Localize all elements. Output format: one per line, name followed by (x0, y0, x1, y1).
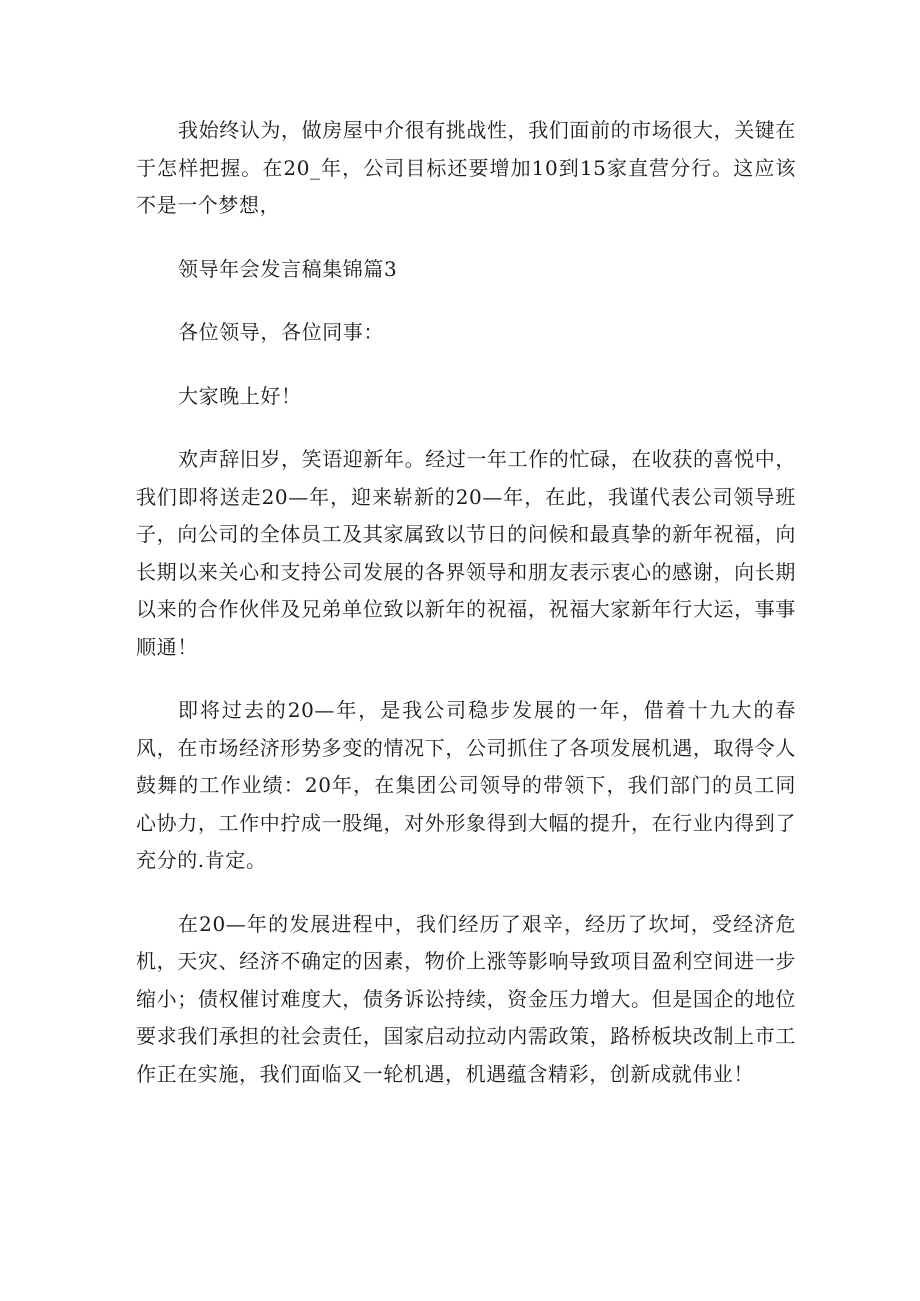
paragraph-challenges: 在20—年的发展进程中，我们经历了艰辛，经历了坎坷，受经济危机，天灾、经济不确定的因素，物价上涨等影响导致项目盈利空间进一步缩小；债权催讨难度大，债务诉讼持续，资金压力增大。但是国企的地位要求我们承担的社会责任，国家启动拉动内需政策，路桥板块改制上市工作正在实施，我们面临又一轮机遇，机遇蕴含精彩，创新成就伟业！ (136, 911, 796, 1086)
document-body (136, 112, 796, 1093)
salutation: 各位领导，各位同事： (178, 320, 384, 344)
greeting: 大家晚上好！ (178, 383, 302, 408)
paragraph-achievements: 即将过去的20—年，是我公司稳步发展的一年，借着十九大的春风，在市场经济形势多变的情况下，公司抓住了各项发展机遇，取得令人鼓舞的工作业绩：20年，在集团公司领导的带领下，我们部门的员工同心协力，工作中拧成一股绳，对外形象得到大幅的提升，在行业内得到了充分的.肯定。 (136, 698, 796, 872)
paragraph-new-year-wishes: 欢声辞旧岁，笑语迎新年。经过一年工作的忙碌，在收获的喜悦中，我们即将送走20—年，迎来崭新的20—年，在此，我谨代表公司领导班子，向公司的全体员工及其家属致以节日的问候和最真挚的新年祝福，向长期以来关心和支持公司发展的各界领导和朋友表示衷心的感谢，向长期以来的合作伙伴及兄弟单位致以新年的祝福，祝福大家新年行大运，事事顺通！ (136, 447, 796, 659)
section-heading: 领导年会发言稿集锦篇3 (178, 256, 398, 281)
paragraph-intro: 我始终认为，做房屋中介很有挑战性，我们面前的市场很大，关键在于怎样把握。在20_年，公司目标还要增加10到15家直营分行。这应该不是一个梦想， (136, 118, 796, 217)
